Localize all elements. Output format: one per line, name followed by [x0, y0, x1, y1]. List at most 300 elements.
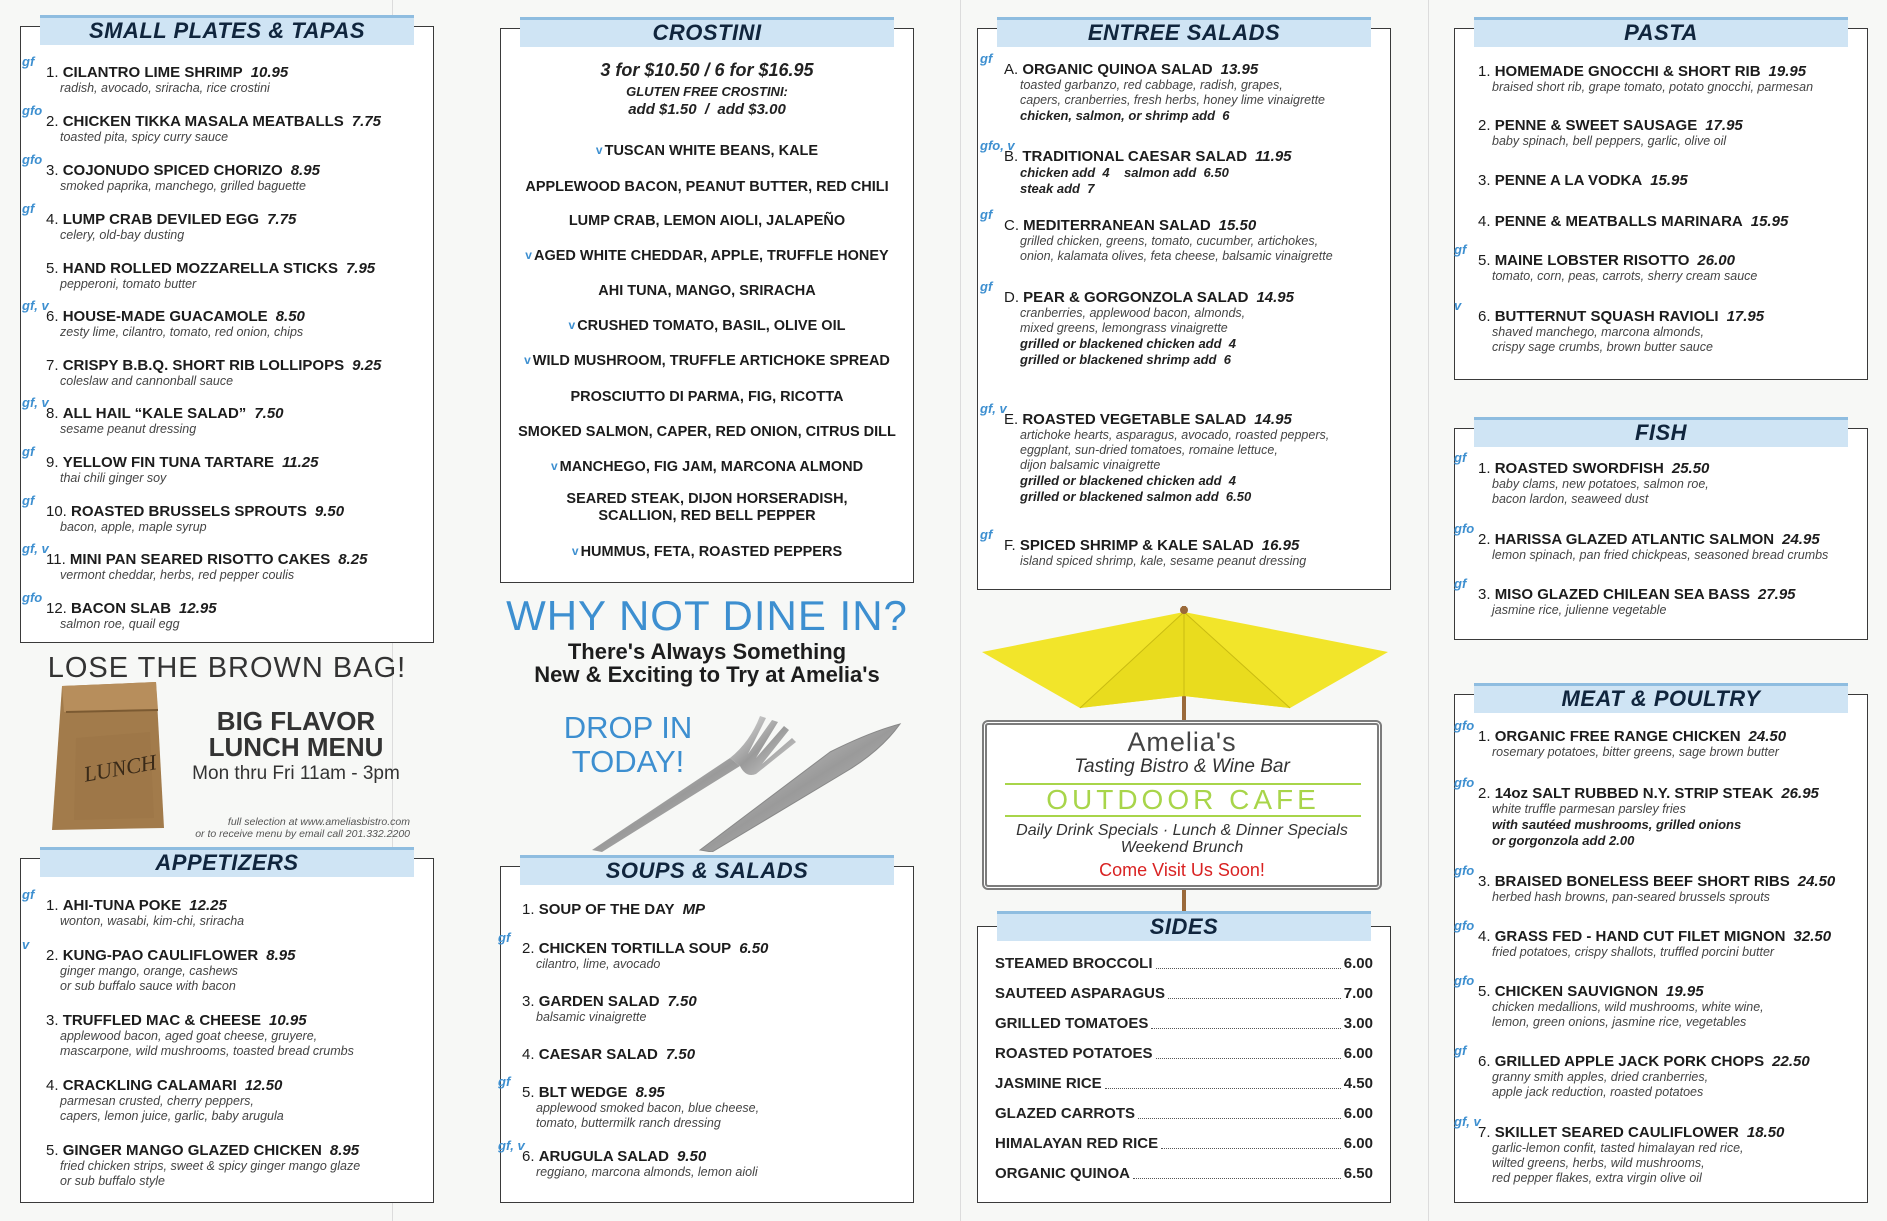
item-addon: or gorgonzola add 2.00	[1492, 833, 1635, 848]
brown-bag-icon	[46, 678, 172, 832]
item-description: smoked paprika, manchego, grilled baguette	[60, 179, 306, 193]
item-addon: grilled or blackened chicken add 4	[1020, 473, 1237, 488]
item-name	[1478, 117, 1858, 134]
leader-dots	[1156, 955, 1341, 969]
diet-tag: gf	[1454, 242, 1467, 257]
menu-item	[22, 444, 426, 486]
item-description: onion, kalamata olives, feta cheese, balsamic vinaigrette	[1020, 249, 1333, 263]
item-price: 15.95	[1650, 172, 1688, 189]
item-number: 4.	[1478, 928, 1495, 945]
item-price: 12.25	[189, 897, 227, 914]
item-description: sesame peanut dressing	[60, 422, 197, 436]
item-number: 1.	[1478, 728, 1495, 745]
item-name-text: 14oz SALT RUBBED N.Y. STRIP STEAK	[1494, 785, 1774, 802]
item-name	[1004, 217, 1384, 234]
crostini-item-text: CRUSHED TOMATO, BASIL, OLIVE OIL	[577, 318, 846, 334]
cafe-subtitle: Tasting Bistro & Wine Bar	[1074, 756, 1290, 777]
diet-tag: gf, v	[1454, 1114, 1481, 1129]
side-name: HIMALAYAN RED RICE	[995, 1135, 1159, 1152]
item-name	[522, 901, 902, 918]
diet-tag: gf	[1454, 1043, 1467, 1058]
menu-item	[46, 1077, 426, 1124]
menu-item	[1454, 718, 1858, 760]
item-name	[46, 551, 426, 568]
item-number: 1.	[1478, 460, 1495, 477]
menu-item	[1454, 298, 1858, 355]
item-name	[522, 1148, 902, 1165]
item-description: fried chicken strips, sweet & spicy ginger mango glaze	[60, 1159, 361, 1173]
item-description: red pepper flakes, extra virgin olive oil	[1492, 1171, 1702, 1185]
item-name-text: MINI PAN SEARED RISOTTO CAKES	[69, 551, 331, 568]
crostini-item	[500, 283, 914, 299]
item-number: 11.	[46, 551, 70, 568]
side-price: 6.00	[1343, 1135, 1373, 1152]
item-name	[1478, 308, 1858, 325]
item-name-text: MEDITERRANEAN SALAD	[1023, 217, 1211, 234]
lunch-title-1: BIG FLAVOR	[216, 706, 376, 736]
side-item	[995, 1165, 1373, 1183]
crostini-item	[500, 508, 914, 524]
item-price: 19.95	[1768, 63, 1807, 80]
sides-title: SIDES	[997, 911, 1371, 941]
item-name-text: SOUP OF THE DAY	[538, 901, 675, 918]
menu-item	[522, 993, 902, 1025]
menu-item	[1478, 117, 1858, 149]
diet-tag: gfo	[1454, 521, 1475, 536]
item-number: 2.	[46, 947, 63, 964]
item-name	[522, 940, 902, 957]
item-description: shaved manchego, marcona almonds,	[1492, 325, 1704, 339]
item-price: 7.50	[254, 405, 284, 422]
diet-tag: gfo	[1454, 718, 1475, 733]
item-name-text: GINGER MANGO GLAZED CHICKEN	[62, 1142, 322, 1159]
item-description: coleslaw and cannonball sauce	[60, 374, 234, 388]
menu-item	[22, 541, 426, 583]
leader-dots	[1133, 1165, 1341, 1179]
item-name-text: HOUSE-MADE GUACAMOLE	[62, 308, 268, 325]
item-name	[46, 897, 426, 914]
item-description: chicken medallions, wild mushrooms, white wine,	[1492, 1000, 1764, 1014]
dine-in-headline: WHY NOT DINE IN?	[506, 592, 908, 639]
item-number: 2.	[1478, 785, 1495, 802]
item-name	[46, 308, 426, 325]
dine-in-line-1: There's Always Something	[567, 639, 847, 664]
item-description: mixed greens, lemongrass vinaigrette	[1020, 321, 1228, 335]
item-name-text: CILANTRO LIME SHRIMP	[62, 64, 243, 81]
item-description: garlic-lemon confit, tasted himalayan red rice,	[1492, 1141, 1744, 1155]
menu-item	[980, 207, 1384, 264]
item-price: 8.25	[338, 551, 368, 568]
item-price: 9.25	[352, 357, 382, 374]
diet-tag: gf	[22, 444, 35, 459]
side-name: GLAZED CARROTS	[995, 1105, 1135, 1122]
item-addon: grilled or blackened shrimp add 6	[1020, 352, 1231, 367]
item-name	[1478, 586, 1858, 603]
item-name-text: GARDEN SALAD	[538, 993, 660, 1010]
item-number: E.	[1004, 411, 1023, 428]
item-description: dijon balsamic vinaigrette	[1020, 458, 1161, 472]
crostini-item	[500, 389, 914, 405]
item-number: 3.	[1478, 172, 1495, 189]
item-name-text: ORGANIC FREE RANGE CHICKEN	[1494, 728, 1741, 745]
side-price: 6.00	[1343, 955, 1373, 972]
diet-tag: gf, v	[22, 395, 49, 410]
item-name	[46, 64, 426, 81]
menu-item	[22, 937, 426, 994]
item-description: granny smith apples, dried cranberries,	[1492, 1070, 1709, 1084]
item-number: 9.	[46, 454, 63, 471]
diet-tag: gfo	[22, 103, 43, 118]
item-name	[1478, 785, 1858, 802]
menu-item	[22, 54, 426, 96]
item-description: radish, avocado, sriracha, rice crostini	[60, 81, 270, 95]
item-name-text: CHICKEN TORTILLA SOUP	[538, 940, 732, 957]
item-number: 1.	[522, 901, 539, 918]
item-number: 2.	[522, 940, 539, 957]
item-number: 6.	[1478, 308, 1495, 325]
menu-item	[1454, 521, 1858, 563]
item-description: wilted greens, herbs, wild mushrooms,	[1492, 1156, 1705, 1170]
crostini-item-text: HUMMUS, FETA, ROASTED PEPPERS	[580, 544, 843, 560]
diet-tag: gf	[980, 51, 993, 66]
item-description: lemon, green onions, jasmine rice, vegetables	[1492, 1015, 1747, 1029]
meat-title: MEAT & POULTRY	[1474, 683, 1848, 713]
item-description: baby clams, new potatoes, salmon roe,	[1492, 477, 1709, 491]
pasta-title: PASTA	[1474, 17, 1848, 47]
cafe-specials-2: Weekend Brunch	[1120, 839, 1244, 856]
side-name: GRILLED TOMATOES	[995, 1015, 1149, 1032]
item-name	[46, 162, 426, 179]
item-price: 10.95	[250, 64, 289, 81]
item-number: 3.	[1478, 586, 1495, 603]
item-name	[1478, 873, 1858, 890]
item-number: 4.	[46, 1077, 63, 1094]
item-price: 12.95	[179, 600, 217, 617]
item-price: 15.50	[1218, 217, 1257, 234]
item-name	[1478, 531, 1858, 548]
item-description: celery, old-bay dusting	[60, 228, 185, 242]
diet-tag: gfo	[1454, 775, 1475, 790]
item-name	[46, 1012, 426, 1029]
item-number: F.	[1004, 537, 1020, 554]
menu-item	[1478, 63, 1858, 95]
item-price: 15.95	[1750, 213, 1789, 230]
item-name-text: ORGANIC QUINOA SALAD	[1022, 61, 1213, 78]
menu-item	[498, 1074, 902, 1131]
diet-tag: gf	[22, 54, 35, 69]
menu-item	[22, 103, 426, 145]
item-description: fried potatoes, crispy shallots, truffled porcini butter	[1492, 945, 1775, 959]
item-number: 5.	[1478, 983, 1495, 1000]
item-description: artichoke hearts, asparagus, avocado, roasted peppers,	[1020, 428, 1330, 442]
menu-item	[1478, 172, 1858, 189]
item-addon: grilled or blackened salmon add 6.50	[1020, 489, 1252, 504]
side-price: 6.50	[1343, 1165, 1373, 1182]
diet-tag: gf	[980, 527, 993, 542]
item-price: 9.50	[676, 1148, 707, 1165]
small-plates-title: SMALL PLATES & TAPAS	[40, 15, 414, 45]
side-price: 3.00	[1343, 1015, 1373, 1032]
item-name	[1004, 537, 1384, 554]
crostini-item	[500, 424, 914, 440]
item-description: or sub buffalo style	[60, 1174, 165, 1188]
item-price: 27.95	[1757, 586, 1796, 603]
item-name	[46, 113, 426, 130]
item-number: 3.	[522, 993, 539, 1010]
item-number: 7.	[46, 357, 63, 374]
crostini-item	[500, 318, 914, 334]
menu-item	[980, 401, 1384, 505]
item-description: toasted garbanzo, red cabbage, radish, grapes,	[1020, 78, 1283, 92]
item-name	[522, 1046, 902, 1063]
item-name	[1478, 213, 1858, 230]
crostini-item-text: APPLEWOOD BACON, PEANUT BUTTER, RED CHILI	[525, 179, 889, 195]
item-name-text: CRACKLING CALAMARI	[62, 1077, 237, 1094]
item-name-text: SPICED SHRIMP & KALE SALAD	[1019, 537, 1254, 554]
menu-item	[980, 527, 1384, 569]
item-description: applewood bacon, aged goat cheese, gruyere,	[60, 1029, 318, 1043]
cafe-specials-1: Daily Drink Specials · Lunch & Dinner Specials	[1016, 822, 1348, 839]
diet-tag: gf, v	[22, 298, 49, 313]
item-name-text: CHICKEN TIKKA MASALA MEATBALLS	[62, 113, 344, 130]
item-name	[1004, 148, 1384, 165]
item-description: wonton, wasabi, kim-chi, sriracha	[60, 914, 245, 928]
item-name	[1004, 61, 1384, 78]
lunch-headline: LOSE THE BROWN BAG!	[47, 652, 407, 684]
crostini-item-text: SEARED STEAK, DIJON HORSERADISH,	[566, 491, 848, 507]
item-name	[1478, 928, 1858, 945]
menu-item	[22, 298, 426, 340]
item-name-text: ROASTED SWORDFISH	[1494, 460, 1664, 477]
menu-item	[522, 901, 902, 918]
item-description: mascarpone, wild mushrooms, toasted bread crumbs	[60, 1044, 354, 1058]
item-name-text: YELLOW FIN TUNA TARTARE	[62, 454, 275, 471]
item-price: 7.50	[667, 993, 697, 1010]
side-item	[995, 1075, 1373, 1093]
item-name	[1478, 460, 1858, 477]
crostini-pricing: 3 for $10.50 / 6 for $16.95	[600, 60, 814, 80]
bag-label: LUNCH	[81, 749, 159, 787]
item-name	[1478, 983, 1858, 1000]
item-name	[46, 1142, 426, 1159]
item-name	[1478, 252, 1858, 269]
menu-item	[22, 201, 426, 243]
item-price: 14.95	[1256, 289, 1294, 306]
item-name-text: BACON SLAB	[71, 600, 172, 617]
side-price: 4.50	[1343, 1075, 1373, 1092]
item-price: 26.00	[1697, 252, 1735, 269]
vegetarian-tag: v	[525, 248, 532, 262]
crostini-item-text: TUSCAN WHITE BEANS, KALE	[604, 143, 819, 159]
crostini-item-text: PROSCIUTTO DI PARMA, FIG, RICOTTA	[570, 389, 844, 405]
item-name-text: ARUGULA SALAD	[538, 1148, 669, 1165]
leader-dots	[1156, 1045, 1341, 1059]
diet-tag: v	[1454, 298, 1462, 313]
item-description: reggiano, marcona almonds, lemon aioli	[536, 1165, 758, 1179]
crostini-item	[500, 143, 914, 159]
item-name	[522, 1084, 902, 1101]
side-name: ORGANIC QUINOA	[995, 1165, 1130, 1182]
menu-item	[22, 590, 426, 632]
item-number: 4.	[46, 211, 63, 228]
item-number: 1.	[46, 897, 63, 914]
diet-tag: gf	[1454, 576, 1467, 591]
item-name	[46, 405, 426, 422]
side-item	[995, 1015, 1373, 1033]
side-item	[995, 1135, 1373, 1153]
side-price: 6.00	[1343, 1045, 1373, 1062]
item-description: applewood smoked bacon, blue cheese,	[536, 1101, 760, 1115]
crostini-gf-label: GLUTEN FREE CROSTINI:	[626, 84, 788, 99]
item-price: 8.50	[275, 308, 305, 325]
item-name	[1478, 172, 1858, 189]
item-name-text: TRUFFLED MAC & CHEESE	[62, 1012, 262, 1029]
item-description: island spiced shrimp, kale, sesame peanut dressing	[1020, 554, 1307, 568]
item-description: rosemary potatoes, bitter greens, sage brown butter	[1492, 745, 1779, 759]
item-name-text: GRILLED APPLE JACK PORK CHOPS	[1494, 1053, 1765, 1070]
item-name-text: HAND ROLLED MOZZARELLA STICKS	[62, 260, 338, 277]
drop-in-line-2: TODAY!	[571, 744, 685, 779]
item-price: 13.95	[1220, 61, 1259, 78]
menu-item	[1454, 918, 1858, 960]
soups-title: SOUPS & SALADS	[520, 855, 894, 885]
item-price: 9.50	[314, 503, 345, 520]
item-description: thai chili ginger soy	[60, 471, 167, 485]
item-description: parmesan crusted, cherry peppers,	[60, 1094, 254, 1108]
fork-knife-icon	[580, 712, 920, 852]
item-addon: with sautéed mushrooms, grilled onions	[1492, 817, 1742, 832]
side-name: STEAMED BROCCOLI	[995, 955, 1153, 972]
item-name-text: TRADITIONAL CAESAR SALAD	[1022, 148, 1248, 165]
item-addon: steak add 7	[1020, 181, 1095, 196]
vegetarian-tag: v	[571, 544, 579, 558]
item-price: 17.95	[1726, 308, 1765, 325]
item-name-text: SKILLET SEARED CAULIFLOWER	[1494, 1124, 1739, 1141]
menu-item	[1454, 1043, 1858, 1100]
item-number: 3.	[1478, 873, 1495, 890]
item-name-text: ROASTED VEGETABLE SALAD	[1022, 411, 1247, 428]
item-price: MP	[682, 901, 706, 918]
vegetarian-tag: v	[550, 459, 558, 473]
item-description: capers, cranberries, fresh herbs, honey lime vinaigrette	[1020, 93, 1326, 107]
item-number: A.	[1004, 61, 1023, 78]
crostini-item-text: LUMP CRAB, LEMON AIOLI, JALAPEÑO	[568, 213, 846, 229]
item-description: bacon, apple, maple syrup	[60, 520, 207, 534]
menu-item	[46, 260, 426, 292]
item-name-text: CAESAR SALAD	[538, 1046, 658, 1063]
menu-item	[1454, 576, 1858, 618]
item-name-text: CHICKEN SAUVIGNON	[1494, 983, 1659, 1000]
item-price: 7.95	[345, 260, 376, 277]
item-price: 12.50	[244, 1077, 283, 1094]
leader-dots	[1138, 1105, 1341, 1119]
side-name: SAUTEED ASPARAGUS	[995, 985, 1166, 1002]
item-name-text: GRASS FED - HAND CUT FILET MIGNON	[1494, 928, 1786, 945]
item-name-text: LUMP CRAB DEVILED EGG	[62, 211, 260, 228]
menu-item	[1454, 1114, 1858, 1186]
item-description: baby spinach, bell peppers, garlic, olive oil	[1492, 134, 1727, 148]
item-number: 6.	[46, 308, 63, 325]
menu-item	[1478, 213, 1858, 230]
item-price: 10.95	[269, 1012, 307, 1029]
drop-in-line-1: DROP IN	[563, 710, 693, 745]
item-description: cilantro, lime, avocado	[536, 957, 661, 971]
item-name-text: CRISPY B.B.Q. SHORT RIB LOLLIPOPS	[62, 357, 345, 374]
item-name-text: BRAISED BONELESS BEEF SHORT RIBS	[1494, 873, 1790, 890]
item-name	[46, 454, 426, 471]
item-price: 8.95	[329, 1142, 360, 1159]
menu-item	[22, 887, 426, 929]
item-description: zesty lime, cilantro, tomato, red onion, chips	[60, 325, 304, 339]
menu-item	[498, 930, 902, 972]
item-description: herbed hash browns, pan-seared brussels sprouts	[1492, 890, 1770, 904]
item-price: 8.95	[635, 1084, 665, 1101]
side-name: ROASTED POTATOES	[995, 1045, 1153, 1062]
diet-tag: gfo	[1454, 918, 1475, 933]
crostini-item-text: AHI TUNA, MANGO, SRIRACHA	[598, 283, 816, 299]
item-name	[46, 260, 426, 277]
menu-item	[46, 1012, 426, 1059]
lunch-note-2: or to receive menu by email call 201.332.2200	[195, 828, 410, 840]
item-name	[46, 211, 426, 228]
item-price: 22.50	[1772, 1053, 1810, 1070]
item-name	[46, 1077, 426, 1094]
diet-tag: gf	[498, 1074, 511, 1089]
item-number: 4.	[522, 1046, 539, 1063]
item-number: 1.	[1478, 63, 1495, 80]
diet-tag: gf, v	[22, 541, 49, 556]
item-description: apple jack reduction, roasted potatoes	[1492, 1085, 1704, 1099]
crostini-item	[500, 179, 914, 195]
crostini-item-text: MANCHEGO, FIG JAM, MARCONA ALMOND	[559, 459, 864, 475]
item-number: 2.	[1478, 531, 1495, 548]
item-name	[1004, 411, 1384, 428]
item-description: grilled chicken, greens, tomato, cucumber, artichokes,	[1020, 234, 1319, 248]
diet-tag: gf	[22, 887, 35, 902]
item-number: D.	[1004, 289, 1024, 306]
side-name: JASMINE RICE	[995, 1075, 1102, 1092]
fork-knife-image	[580, 712, 920, 852]
menu-item	[22, 152, 426, 194]
lunch-hours: Mon thru Fri 11am - 3pm	[192, 763, 400, 784]
menu-item	[980, 51, 1384, 124]
item-description: tomato, corn, peas, carrots, sherry cream sauce	[1492, 269, 1758, 283]
item-number: 12.	[46, 600, 72, 617]
diet-tag: gfo	[22, 590, 43, 605]
menu-item	[1454, 242, 1858, 284]
item-number: 10.	[46, 503, 72, 520]
item-description: braised short rib, grape tomato, potato gnocchi, parmesan	[1492, 80, 1814, 94]
item-name	[522, 993, 902, 1010]
item-addon: chicken add 4 salmon add 6.50	[1020, 165, 1229, 180]
item-price: 24.50	[1797, 873, 1836, 890]
item-number: 5.	[46, 1142, 63, 1159]
side-item	[995, 1045, 1373, 1063]
item-addon: grilled or blackened chicken add 4	[1020, 336, 1237, 351]
item-price: 8.95	[290, 162, 320, 179]
leader-dots	[1105, 1075, 1341, 1089]
entree-salads-title: ENTREE SALADS	[997, 17, 1371, 47]
item-number: 3.	[46, 162, 63, 179]
item-number: 1.	[46, 64, 63, 81]
item-description: or sub buffalo sauce with bacon	[60, 979, 236, 993]
item-description: ginger mango, orange, cashews	[60, 964, 238, 978]
item-price: 16.95	[1261, 537, 1300, 554]
menu-item	[498, 1138, 902, 1180]
item-price: 24.95	[1782, 531, 1820, 548]
item-price: 7.75	[351, 113, 381, 130]
item-name	[1478, 1053, 1858, 1070]
